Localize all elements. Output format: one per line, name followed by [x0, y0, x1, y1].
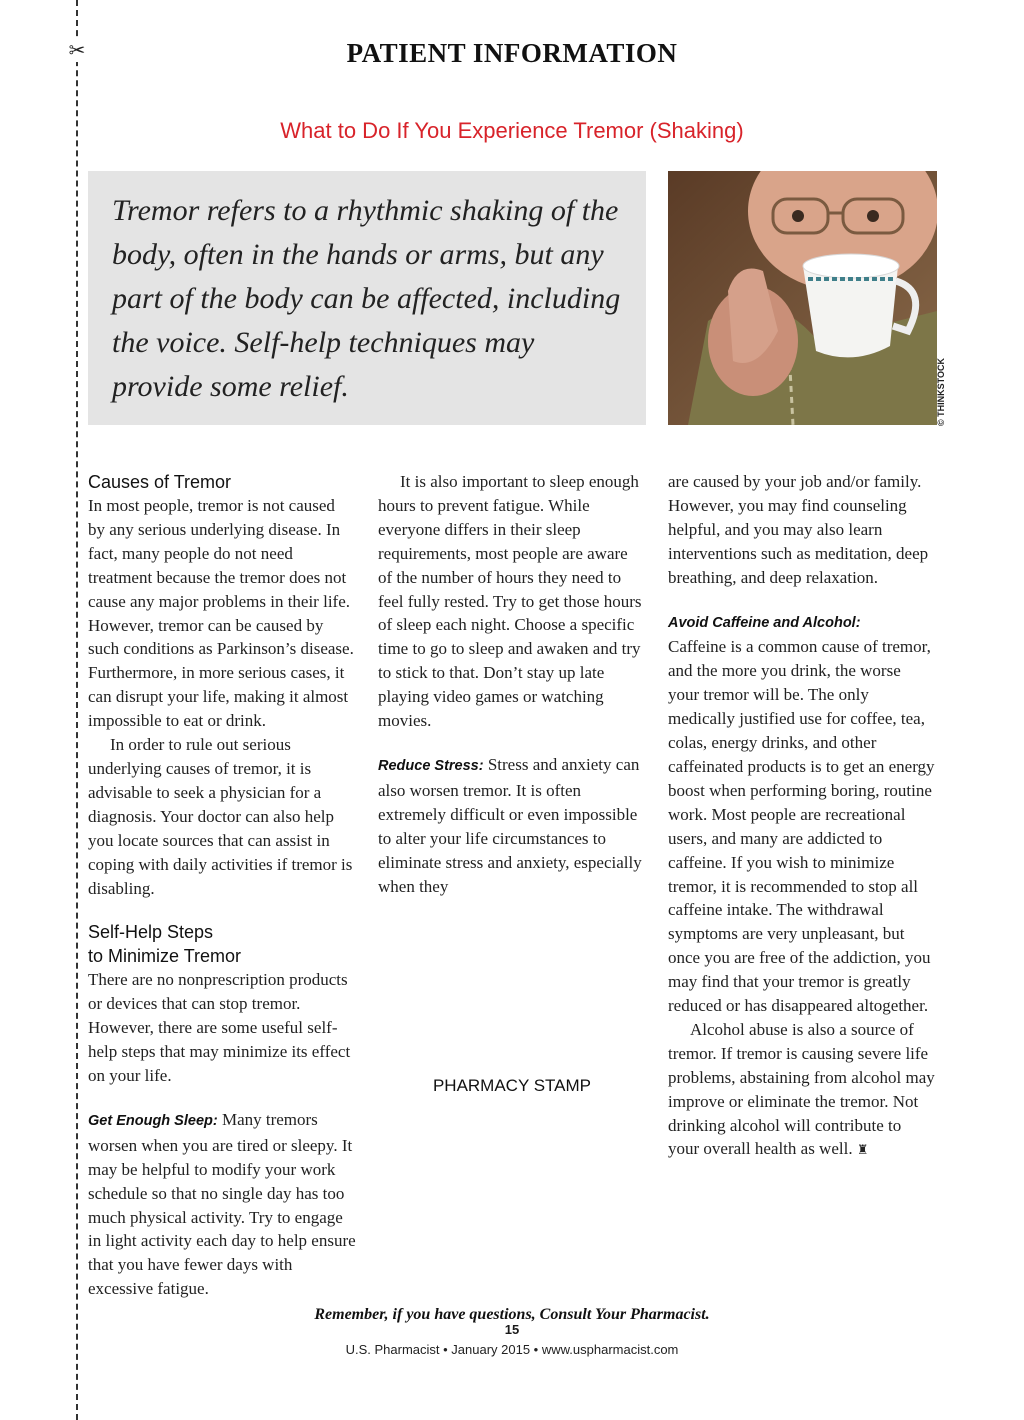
causes-paragraph-2: In order to rule out serious underlying causes of tremor, it is advisable to seek a physician for a diagnosis. Your doctor can also help you locate sources that can assist in coping with daily activities if tremor is disabling. — [88, 735, 353, 898]
sleep-paragraph-2: It is also important to sleep enough hours to prevent fatigue. While everyone differs in their sleep requirements, most people are aware of the number of hours they need to feel fully rested. Try to get those hours of sleep each night. Choose a specific time to go to sleep and awaken and try to stick to that. Don’t stay up late playing video games or watching movies. — [378, 472, 642, 731]
stress-paragraph — [378, 753, 646, 898]
page-number: 15 — [504, 1322, 520, 1337]
section-heading-causes: Causes of Tremor — [88, 472, 232, 492]
sleep-text-start: Many tremors worsen when you are tired or sleepy. It may be helpful to modify your work schedule so that no single day has too much physical activity. Try to engage in light activity each day to help ensure that you have fewer days with excessive fatigue. — [88, 1109, 356, 1299]
caffeine-heading-line — [668, 610, 936, 636]
column-right — [668, 470, 936, 1163]
intro-callout — [88, 171, 646, 425]
column-left — [88, 470, 356, 1301]
self-help-paragraph: There are no nonprescription products or devices that can stop tremor. However, there are some useful self-help steps that may minimize its effect on your life. — [88, 970, 351, 1086]
article-subtitle: What to Do If You Experience Tremor (Shaking) — [280, 118, 744, 143]
caffeine-paragraph: Caffeine is a common cause of tremor, and the more you drink, the worse your tremor will be. The only medically justified use for coffee, tea, colas, energy drinks, and other caffeinated products is to get an energy boost when performing boring, routine work. Most people are recreational users, and many are addicted to caffeine. If you wish to minimize tremor, it is recommended to stop all caffeine intake. The withdrawal symptoms are very unpleasant, but once you are free of the addiction, you may find that your tremor is greatly reduced or has disappeared altogether. — [668, 637, 935, 1016]
alcohol-paragraph — [668, 1018, 936, 1163]
scissors-icon: ✂ — [66, 38, 88, 62]
column-middle — [378, 470, 646, 898]
pharmacy-stamp-label: PHARMACY STAMP — [432, 1076, 592, 1095]
publication-footer: U.S. Pharmacist • January 2015 • www.uspharmacist.com — [345, 1342, 679, 1357]
photo-credit: © THINKSTOCK — [936, 358, 946, 426]
sleep-paragraph-start — [88, 1108, 356, 1301]
stress-text-start: Stress and anxiety can also worsen tremor. It is often extremely difficult or even impossible to alter your life circumstances to eliminate stress and anxiety, especially when they — [378, 754, 642, 896]
photo-illustration — [668, 171, 937, 425]
section-heading-self-help-2: to Minimize Tremor — [88, 946, 242, 967]
intro-text: Tremor refers to a rhythmic shaking of the body, often in the hands or arms, but any part of the body can be affected, including the voice. Self-help techniques may provide some relief. — [112, 194, 621, 403]
page-title: PATIENT INFORMATION — [346, 38, 678, 68]
cut-line — [76, 0, 78, 1420]
stress-run-in-heading: Reduce Stress: — [378, 757, 484, 774]
stress-paragraph-cont: are caused by your job and/or family. However, you may find counseling helpful, and you may also learn interventions such as meditation, deep breathing, and deep relaxation. — [668, 472, 929, 587]
section-heading-self-help-1: Self-Help Steps — [88, 922, 214, 943]
end-of-article-icon: ♜ — [856, 1143, 869, 1159]
sleep-run-in-heading: Get Enough Sleep: — [88, 1112, 218, 1129]
causes-paragraph-1: In most people, tremor is not caused by any serious underlying disease. In fact, many people do not need treatment because the tremor does not cause any major problems in their life. However, tremor can be caused by such conditions as Parkinson’s disease. Furthermore, in more serious cases, it can disrupt your life, making it almost impossible to eat or drink. — [88, 496, 354, 731]
woman-drinking-tea-photo — [668, 171, 937, 425]
alcohol-text: Alcohol abuse is also a source of tremor. If tremor is causing severe life problems, abstaining from alcohol may improve or eliminate the tremor. Not drinking alcohol will contribute to your overall health as well. — [668, 1019, 935, 1159]
consult-pharmacist-note: Remember, if you have questions, Consult Your Pharmacist. — [314, 1306, 710, 1323]
caffeine-run-in-heading: Avoid Caffeine and Alcohol: — [668, 614, 861, 631]
